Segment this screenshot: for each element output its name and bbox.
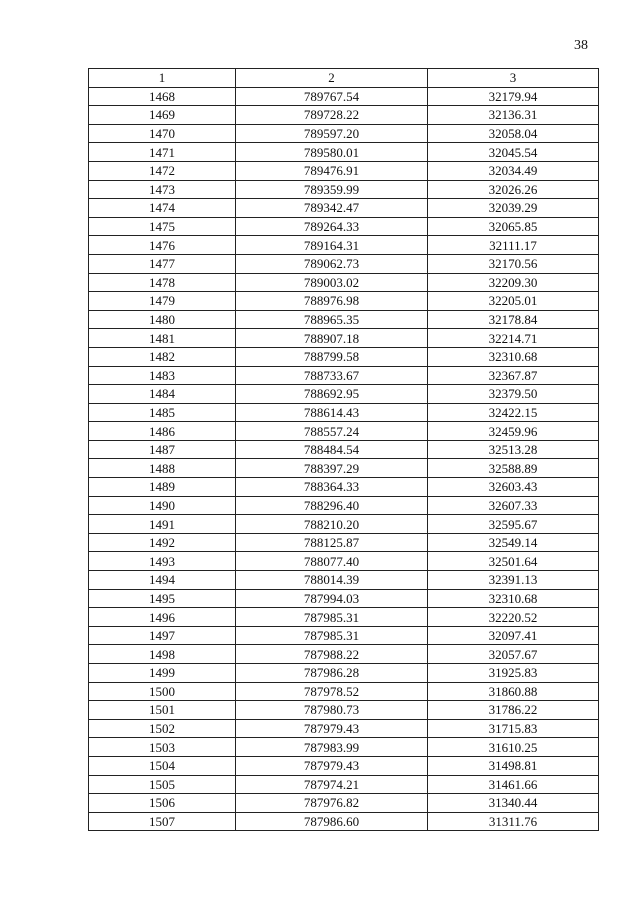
table-cell: 787979.43 bbox=[236, 756, 428, 775]
table-row bbox=[89, 459, 599, 478]
table-row bbox=[89, 738, 599, 757]
table-cell: 32205.01 bbox=[428, 292, 599, 311]
table-cell: 1477 bbox=[89, 254, 236, 273]
table-cell: 31925.83 bbox=[428, 664, 599, 683]
table-cell: 788014.39 bbox=[236, 571, 428, 590]
table-cell: 1487 bbox=[89, 440, 236, 459]
table-row bbox=[89, 571, 599, 590]
table-cell: 787980.73 bbox=[236, 701, 428, 720]
table-cell: 789062.73 bbox=[236, 254, 428, 273]
table-cell: 789003.02 bbox=[236, 273, 428, 292]
table-row bbox=[89, 180, 599, 199]
table-header-row bbox=[89, 69, 599, 88]
table-cell: 31610.25 bbox=[428, 738, 599, 757]
table-cell: 787983.99 bbox=[236, 738, 428, 757]
table-cell: 31498.81 bbox=[428, 756, 599, 775]
table-cell: 32379.50 bbox=[428, 385, 599, 404]
table-cell: 31340.44 bbox=[428, 794, 599, 813]
table-cell: 788692.95 bbox=[236, 385, 428, 404]
table-cell: 32595.67 bbox=[428, 515, 599, 534]
table-cell: 32057.67 bbox=[428, 645, 599, 664]
table-cell: 1486 bbox=[89, 422, 236, 441]
table-cell: 1476 bbox=[89, 236, 236, 255]
table-row bbox=[89, 682, 599, 701]
table-cell: 1501 bbox=[89, 701, 236, 720]
table-cell: 1478 bbox=[89, 273, 236, 292]
table-row bbox=[89, 626, 599, 645]
table-cell: 32513.28 bbox=[428, 440, 599, 459]
table-cell: 32034.49 bbox=[428, 161, 599, 180]
table-cell: 788799.58 bbox=[236, 347, 428, 366]
column-header-1: 1 bbox=[89, 69, 236, 88]
table-row bbox=[89, 664, 599, 683]
table-cell: 789767.54 bbox=[236, 87, 428, 106]
table-row bbox=[89, 329, 599, 348]
page-number: 38 bbox=[574, 38, 588, 53]
table-row bbox=[89, 310, 599, 329]
table-cell: 789597.20 bbox=[236, 124, 428, 143]
table-cell: 32588.89 bbox=[428, 459, 599, 478]
table-cell: 1497 bbox=[89, 626, 236, 645]
table-cell: 32422.15 bbox=[428, 403, 599, 422]
table-cell: 787979.43 bbox=[236, 719, 428, 738]
table-cell: 32111.17 bbox=[428, 236, 599, 255]
table-cell: 1484 bbox=[89, 385, 236, 404]
table-cell: 32220.52 bbox=[428, 608, 599, 627]
table-cell: 31461.66 bbox=[428, 775, 599, 794]
table-cell: 788484.54 bbox=[236, 440, 428, 459]
table-cell: 1494 bbox=[89, 571, 236, 590]
table-cell: 1495 bbox=[89, 589, 236, 608]
table-cell: 1483 bbox=[89, 366, 236, 385]
table-cell: 1479 bbox=[89, 292, 236, 311]
table-cell: 789342.47 bbox=[236, 199, 428, 218]
table-row bbox=[89, 812, 599, 831]
table-cell: 32045.54 bbox=[428, 143, 599, 162]
table-cell: 787988.22 bbox=[236, 645, 428, 664]
table-cell: 32310.68 bbox=[428, 347, 599, 366]
table-cell: 1503 bbox=[89, 738, 236, 757]
table-cell: 1468 bbox=[89, 87, 236, 106]
table-row bbox=[89, 515, 599, 534]
table-cell: 789359.99 bbox=[236, 180, 428, 199]
table-row bbox=[89, 292, 599, 311]
table-row bbox=[89, 106, 599, 125]
table-cell: 788614.43 bbox=[236, 403, 428, 422]
table-row bbox=[89, 589, 599, 608]
table-cell: 1471 bbox=[89, 143, 236, 162]
table-cell: 787985.31 bbox=[236, 608, 428, 627]
table-row bbox=[89, 254, 599, 273]
table-row bbox=[89, 273, 599, 292]
table-row bbox=[89, 143, 599, 162]
table-cell: 32136.31 bbox=[428, 106, 599, 125]
table-cell: 788077.40 bbox=[236, 552, 428, 571]
table-cell: 1482 bbox=[89, 347, 236, 366]
table-row bbox=[89, 366, 599, 385]
table-cell: 32367.87 bbox=[428, 366, 599, 385]
table-cell: 1500 bbox=[89, 682, 236, 701]
table-cell: 789476.91 bbox=[236, 161, 428, 180]
table-cell: 31715.83 bbox=[428, 719, 599, 738]
table-cell: 1473 bbox=[89, 180, 236, 199]
table-cell: 789728.22 bbox=[236, 106, 428, 125]
table-row bbox=[89, 775, 599, 794]
table-cell: 32214.71 bbox=[428, 329, 599, 348]
table-row bbox=[89, 533, 599, 552]
table-cell: 787976.82 bbox=[236, 794, 428, 813]
table-cell: 1485 bbox=[89, 403, 236, 422]
table-cell: 32310.68 bbox=[428, 589, 599, 608]
table-cell: 32549.14 bbox=[428, 533, 599, 552]
table-cell: 1493 bbox=[89, 552, 236, 571]
table-cell: 1474 bbox=[89, 199, 236, 218]
table-cell: 788210.20 bbox=[236, 515, 428, 534]
table-cell: 788397.29 bbox=[236, 459, 428, 478]
coordinates-table bbox=[88, 68, 599, 831]
table-row bbox=[89, 552, 599, 571]
table-cell: 1480 bbox=[89, 310, 236, 329]
table-row bbox=[89, 608, 599, 627]
table-row bbox=[89, 347, 599, 366]
table-row bbox=[89, 217, 599, 236]
table-cell: 788907.18 bbox=[236, 329, 428, 348]
table-cell: 32179.94 bbox=[428, 87, 599, 106]
table-cell: 1481 bbox=[89, 329, 236, 348]
table-row bbox=[89, 124, 599, 143]
table-cell: 32097.41 bbox=[428, 626, 599, 645]
column-header-2: 2 bbox=[236, 69, 428, 88]
table-row bbox=[89, 719, 599, 738]
table-cell: 787978.52 bbox=[236, 682, 428, 701]
table-cell: 1469 bbox=[89, 106, 236, 125]
table-cell: 32459.96 bbox=[428, 422, 599, 441]
table-cell: 1498 bbox=[89, 645, 236, 664]
table-cell: 788976.98 bbox=[236, 292, 428, 311]
table-body bbox=[89, 87, 599, 831]
table-row bbox=[89, 701, 599, 720]
table-cell: 1490 bbox=[89, 496, 236, 515]
table-cell: 789264.33 bbox=[236, 217, 428, 236]
table-row bbox=[89, 756, 599, 775]
table-cell: 32058.04 bbox=[428, 124, 599, 143]
table-header bbox=[89, 69, 599, 88]
column-header-3: 3 bbox=[428, 69, 599, 88]
table-cell: 1499 bbox=[89, 664, 236, 683]
table-row bbox=[89, 478, 599, 497]
table-cell: 32065.85 bbox=[428, 217, 599, 236]
table-cell: 1496 bbox=[89, 608, 236, 627]
table-row bbox=[89, 236, 599, 255]
table-cell: 31860.88 bbox=[428, 682, 599, 701]
table-cell: 788125.87 bbox=[236, 533, 428, 552]
table-row bbox=[89, 87, 599, 106]
table-cell: 787986.28 bbox=[236, 664, 428, 683]
table-cell: 789164.31 bbox=[236, 236, 428, 255]
table-row bbox=[89, 161, 599, 180]
table-cell: 1507 bbox=[89, 812, 236, 831]
table-cell: 32170.56 bbox=[428, 254, 599, 273]
table-cell: 1502 bbox=[89, 719, 236, 738]
table-cell: 31311.76 bbox=[428, 812, 599, 831]
table-row bbox=[89, 496, 599, 515]
table-cell: 788296.40 bbox=[236, 496, 428, 515]
table-cell: 32501.64 bbox=[428, 552, 599, 571]
table-cell: 1475 bbox=[89, 217, 236, 236]
table-cell: 32603.43 bbox=[428, 478, 599, 497]
table-cell: 788557.24 bbox=[236, 422, 428, 441]
table-cell: 787974.21 bbox=[236, 775, 428, 794]
table-row bbox=[89, 794, 599, 813]
table-row bbox=[89, 645, 599, 664]
table-cell: 789580.01 bbox=[236, 143, 428, 162]
table-cell: 32607.33 bbox=[428, 496, 599, 515]
table-cell: 32391.13 bbox=[428, 571, 599, 590]
table-row bbox=[89, 403, 599, 422]
table-cell: 32209.30 bbox=[428, 273, 599, 292]
table-cell: 32026.26 bbox=[428, 180, 599, 199]
table-cell: 31786.22 bbox=[428, 701, 599, 720]
table-row bbox=[89, 199, 599, 218]
table-row bbox=[89, 440, 599, 459]
table-cell: 1470 bbox=[89, 124, 236, 143]
table-cell: 1504 bbox=[89, 756, 236, 775]
table-cell: 788733.67 bbox=[236, 366, 428, 385]
table-cell: 1505 bbox=[89, 775, 236, 794]
table-cell: 1472 bbox=[89, 161, 236, 180]
table-row bbox=[89, 385, 599, 404]
table-cell: 787994.03 bbox=[236, 589, 428, 608]
table-cell: 1506 bbox=[89, 794, 236, 813]
table-cell: 1488 bbox=[89, 459, 236, 478]
table-cell: 32039.29 bbox=[428, 199, 599, 218]
table-cell: 32178.84 bbox=[428, 310, 599, 329]
table-cell: 1489 bbox=[89, 478, 236, 497]
table-cell: 1491 bbox=[89, 515, 236, 534]
table-cell: 787985.31 bbox=[236, 626, 428, 645]
table-cell: 787986.60 bbox=[236, 812, 428, 831]
table-cell: 788965.35 bbox=[236, 310, 428, 329]
table-cell: 1492 bbox=[89, 533, 236, 552]
table-row bbox=[89, 422, 599, 441]
table-cell: 788364.33 bbox=[236, 478, 428, 497]
